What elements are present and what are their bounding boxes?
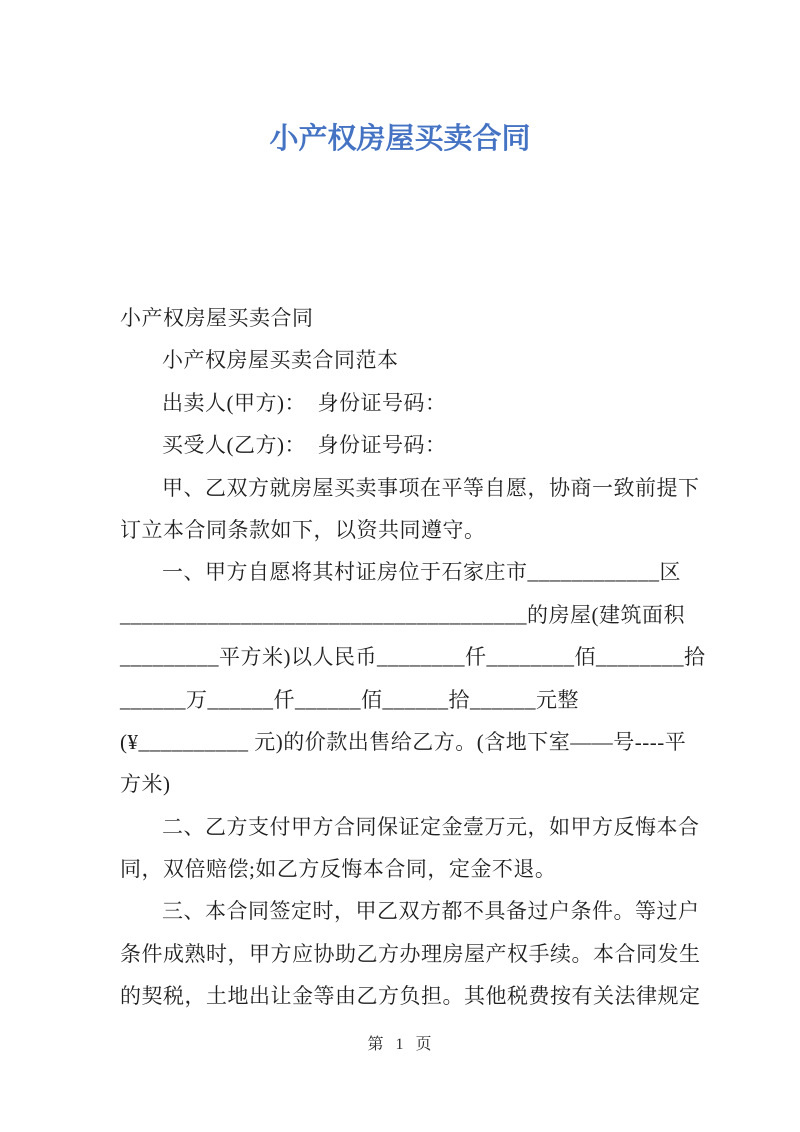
document-line: ______万______仟______佰______拾______元整 xyxy=(120,687,579,712)
document-line: _________平方米)以人民币________仟________佰________拾 xyxy=(120,645,706,670)
document-line: 三、本合同签定时，甲乙双方都不具备过户条件。等过户 xyxy=(162,899,700,924)
document-line: 条件成熟时，甲方应协助乙方办理房屋产权手续。本合同发生 xyxy=(120,941,701,966)
document-line: 小产权房屋买卖合同 xyxy=(120,306,314,330)
document-line: 方米) xyxy=(120,772,171,797)
document-line: 出卖人(甲方)： 身份证号码： xyxy=(162,390,447,415)
document-line: 买受人(乙方)： 身份证号码： xyxy=(162,433,447,458)
document-line: 二、乙方支付甲方合同保证定金壹万元，如甲方反悔本合 xyxy=(162,814,700,839)
document-title: 小产权房屋买卖合同 xyxy=(269,123,531,155)
document-line: 订立本合同条款如下，以资共同遵守。 xyxy=(120,517,486,542)
document-line: (¥__________ 元)的价款出售给乙方。(含地下室——号----平 xyxy=(120,729,687,754)
document-body xyxy=(120,297,706,1018)
document-line: _____________________________________的房屋(建筑面积 xyxy=(120,602,685,627)
document-line: 一、甲方自愿将其村证房位于石家庄市____________区 xyxy=(162,560,681,585)
document-line: 小产权房屋买卖合同范本 xyxy=(162,348,399,373)
page-number: 第 1 页 xyxy=(367,1036,433,1053)
document-line: 同，双倍赔偿;如乙方反悔本合同，定金不退。 xyxy=(120,857,557,882)
document-line: 甲、乙双方就房屋买卖事项在平等自愿，协商一致前提下 xyxy=(162,475,700,500)
document-line: 的契税，土地出让金等由乙方负担。其他税费按有关法律规定 xyxy=(120,984,701,1009)
